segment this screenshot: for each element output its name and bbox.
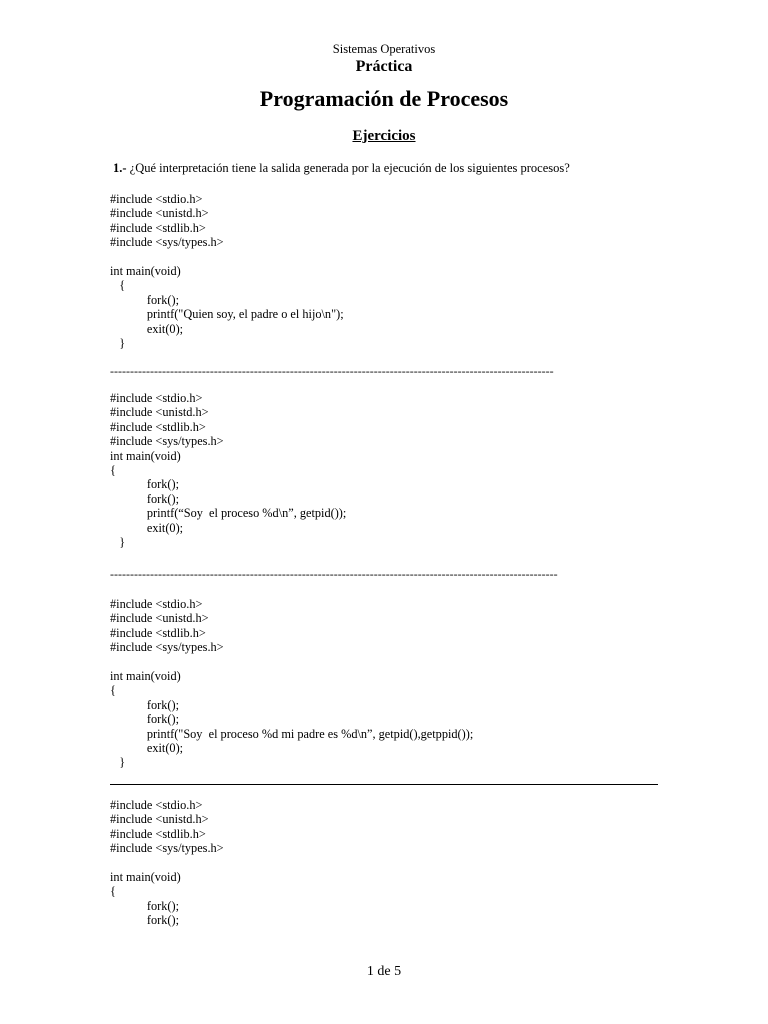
code-line: {: [110, 278, 126, 293]
code-line: fork();: [110, 712, 179, 727]
code-line: }: [110, 755, 126, 770]
code-line: int main(void): [110, 448, 181, 463]
code-line: #include <unistd.h>: [110, 611, 209, 626]
code-line: fork();: [110, 898, 179, 913]
code-line: #include <stdlib.h>: [110, 625, 206, 640]
code-line: #include <sys/types.h>: [110, 841, 224, 856]
document-title: Programación de Procesos: [259, 86, 509, 111]
code-block-3: [110, 597, 473, 770]
code-line: #include <stdlib.h>: [110, 826, 206, 841]
code-line: #include <sys/types.h>: [110, 235, 224, 250]
code-line: [110, 250, 344, 264]
code-line: printf("Quien soy, el padre o el hijo\n");: [110, 307, 344, 322]
code-line: printf("Soy el proceso %d mi padre es %d\n”, getpid(),getppid());: [110, 726, 474, 741]
code-block-1: [110, 192, 344, 350]
practice-label: Práctica: [355, 58, 413, 75]
code-line: fork();: [110, 913, 179, 928]
code-line: #include <sys/types.h>: [110, 434, 224, 449]
code-line: #include <sys/types.h>: [110, 640, 224, 655]
code-line: #include <stdio.h>: [110, 391, 203, 405]
code-line: {: [110, 884, 116, 899]
dashed-separator-1: ---------------------------------------------------------------------------------------------------------------: [110, 364, 554, 378]
code-line: exit(0);: [110, 520, 184, 535]
course-name: Sistemas Operativos: [332, 42, 436, 56]
code-line: fork();: [110, 477, 179, 492]
question-number: 1.-: [113, 161, 127, 175]
code-line: int main(void): [110, 869, 181, 884]
code-line: #include <unistd.h>: [110, 405, 209, 420]
code-line: fork();: [110, 697, 179, 712]
question-text: ¿Qué interpretación tiene la salida generada por la ejecución de los siguientes procesos?: [126, 161, 570, 175]
code-line: [110, 655, 473, 669]
code-line: #include <unistd.h>: [110, 812, 209, 827]
horizontal-rule: [110, 784, 658, 785]
question-1: [113, 161, 570, 176]
page-number: 1 de 5: [366, 964, 402, 979]
code-line: #include <stdlib.h>: [110, 419, 206, 434]
dashed-separator-2: ----------------------------------------------------------------------------------------------------------------: [110, 567, 558, 581]
code-line: printf(“Soy el proceso %d\n”, getpid());: [110, 506, 347, 521]
code-line: }: [110, 335, 126, 350]
code-line: #include <stdio.h>: [110, 597, 203, 611]
code-line: fork();: [110, 292, 179, 307]
code-line: {: [110, 683, 116, 698]
code-line: int main(void): [110, 263, 181, 278]
code-line: exit(0);: [110, 740, 184, 755]
code-line: [110, 856, 224, 870]
code-line: fork();: [110, 491, 179, 506]
code-line: }: [110, 534, 126, 549]
code-block-2: [110, 391, 346, 549]
code-line: exit(0);: [110, 321, 184, 336]
code-line: #include <stdio.h>: [110, 192, 203, 206]
code-line: #include <stdlib.h>: [110, 220, 206, 235]
code-block-4: [110, 798, 224, 928]
code-line: {: [110, 462, 116, 477]
code-line: #include <unistd.h>: [110, 206, 209, 221]
code-line: int main(void): [110, 668, 181, 683]
section-heading: Ejercicios: [352, 128, 416, 144]
code-line: #include <stdio.h>: [110, 798, 203, 812]
